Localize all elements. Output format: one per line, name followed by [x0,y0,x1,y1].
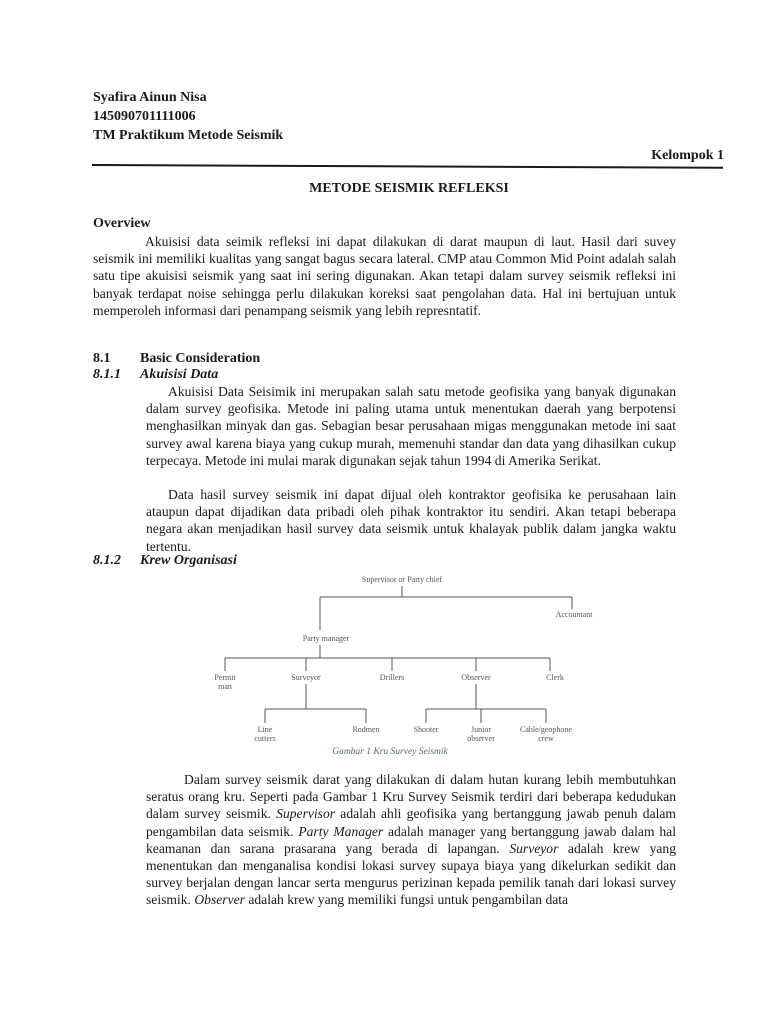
text-run: adalah manager yang bertanggung jawab dalam hal keamanan dan sarana prasarana yang berada di lapangan. [146,823,676,856]
org-node-rodmen: Rodmen [352,725,380,734]
document-title: METODE SEISMIK REFLEKSI [309,181,509,196]
section-number: 8.1 [93,351,111,366]
section-heading-8-1 [93,350,260,367]
section-number: 8.1.2 [93,553,121,568]
role-term-surveyor: Surveyor [509,840,559,856]
akuisisi-paragraph-2: Data hasil survey seismik ini dapat dijual oleh kontraktor geofisika ke perusahaan lain ataupun dapat dijadikan data pribadi oleh pihak kontraktor itu sendiri. Akan tetapi beberapa negara akan menjadikan hasil survey data seismik untuk khalayak publik dalam jangka waktu tertentu. [146,487,676,554]
org-node-junior-observer: observer [467,734,495,743]
org-node-permit-man: man [218,682,232,691]
org-node-drillers: Drillers [379,673,405,682]
student-id: 145090701111006 [93,109,196,124]
org-node-observer: Observer [461,673,491,682]
org-node-line-cutters: Line [257,725,273,734]
section-title: Akuisisi Data [140,367,219,382]
org-node-party-manager: Party manager [302,634,350,643]
section-number: 8.1.1 [93,367,121,382]
org-node-supervisor: Supervisor or Party chief [361,575,443,584]
role-term-observer: Observer [194,892,245,908]
text-run: adalah krew yang memiliki fungsi untuk pengambilan data [244,892,569,908]
org-node-line-cutters: cutters [254,734,276,743]
course-name: TM Praktikum Metode Seismik [93,128,284,143]
akuisisi-paragraph-1: Akuisisi Data Seisimik ini merupakan salah satu metode geofisika yang banyak digunakan dalam survey geofisika. Metode ini paling utama untuk menentukan daerah yang berpotensi menghasilkan minyak dan gas. Sebagian besar perusahaan migas menggunakan metode ini saat survey awal karena biaya yang cukup murah, memenuhi standar dan data yang dihasilkan cukup terpecaya. Metode ini mulai marak digunakan sejak tahun 1994 di Amerika Serikat. [146,384,676,468]
section-heading-8-1-1 [93,366,218,383]
role-term-party-manager: Party Manager [298,823,384,839]
text-run: Dalam survey seismik darat yang dilakukan di dalam hutan kurang lebih membutuhkan seratus orang kru. Seperti pada Gambar 1 Kru Survey Seismik terdiri dari beberapa kedudukan dalam survey seismik. [146,772,676,822]
section-title: Krew Organisasi [140,553,237,568]
group-label: Kelompok 1 [651,148,724,163]
overview-heading: Overview [93,216,151,231]
role-term-supervisor: Supervisor [276,806,336,822]
section-title: Basic Consideration [140,351,261,366]
org-node-surveyor: Surveyor [291,673,321,682]
org-node-junior-observer: Junior [471,725,491,734]
text-run: adalah ahli geofisika yang bertanggung jawab penuh dalam pengambilan data seismik. [146,806,676,839]
text-run: adalah krew yang menentukan dan menganalisa kondisi lokasi survey supaya biaya yang dikelurkan sedikit dan survey berjalan dengan lancar serta mengurus perizinan kepada pemilik tanah dari lokasi survey seismik. [146,840,677,908]
section-heading-8-1-2 [93,552,237,569]
crew-org-chart [190,568,610,760]
header-rule [92,164,723,169]
org-node-accountant: Accountant [555,610,593,619]
author-name: Syafira Ainun Nisa [93,90,207,105]
org-node-cable-geophone-crew: crew [538,734,554,743]
overview-paragraph: Akuisisi data seimik refleksi ini dapat dilakukan di darat maupun di laut. Hasil dari suvey seismik ini memiliki kualitas yang sangat bagus secara lateral. CMP atau Common Mid Point adalah salah satu tipe akuisisi seismik yang saat ini sering digunakan. Akan tetapi dalam survey seismik refleksi ini banyak terdapat noise sehingga perlu dilakukan koreksi saat pengolahan data. Hal ini bertujuan untuk memperoleh informasi dari penampang seismik yang lebih represntatif. [93,234,676,318]
org-node-permit-man: Permit [214,673,236,682]
org-node-shooter: Shooter [413,725,439,734]
org-node-clerk: Clerk [546,673,564,682]
org-node-cable-geophone-crew: Cable/geophone [520,725,572,734]
figure-caption: Gambar 1 Kru Survey Seismik [332,747,448,757]
crew-description-paragraph [146,771,676,909]
